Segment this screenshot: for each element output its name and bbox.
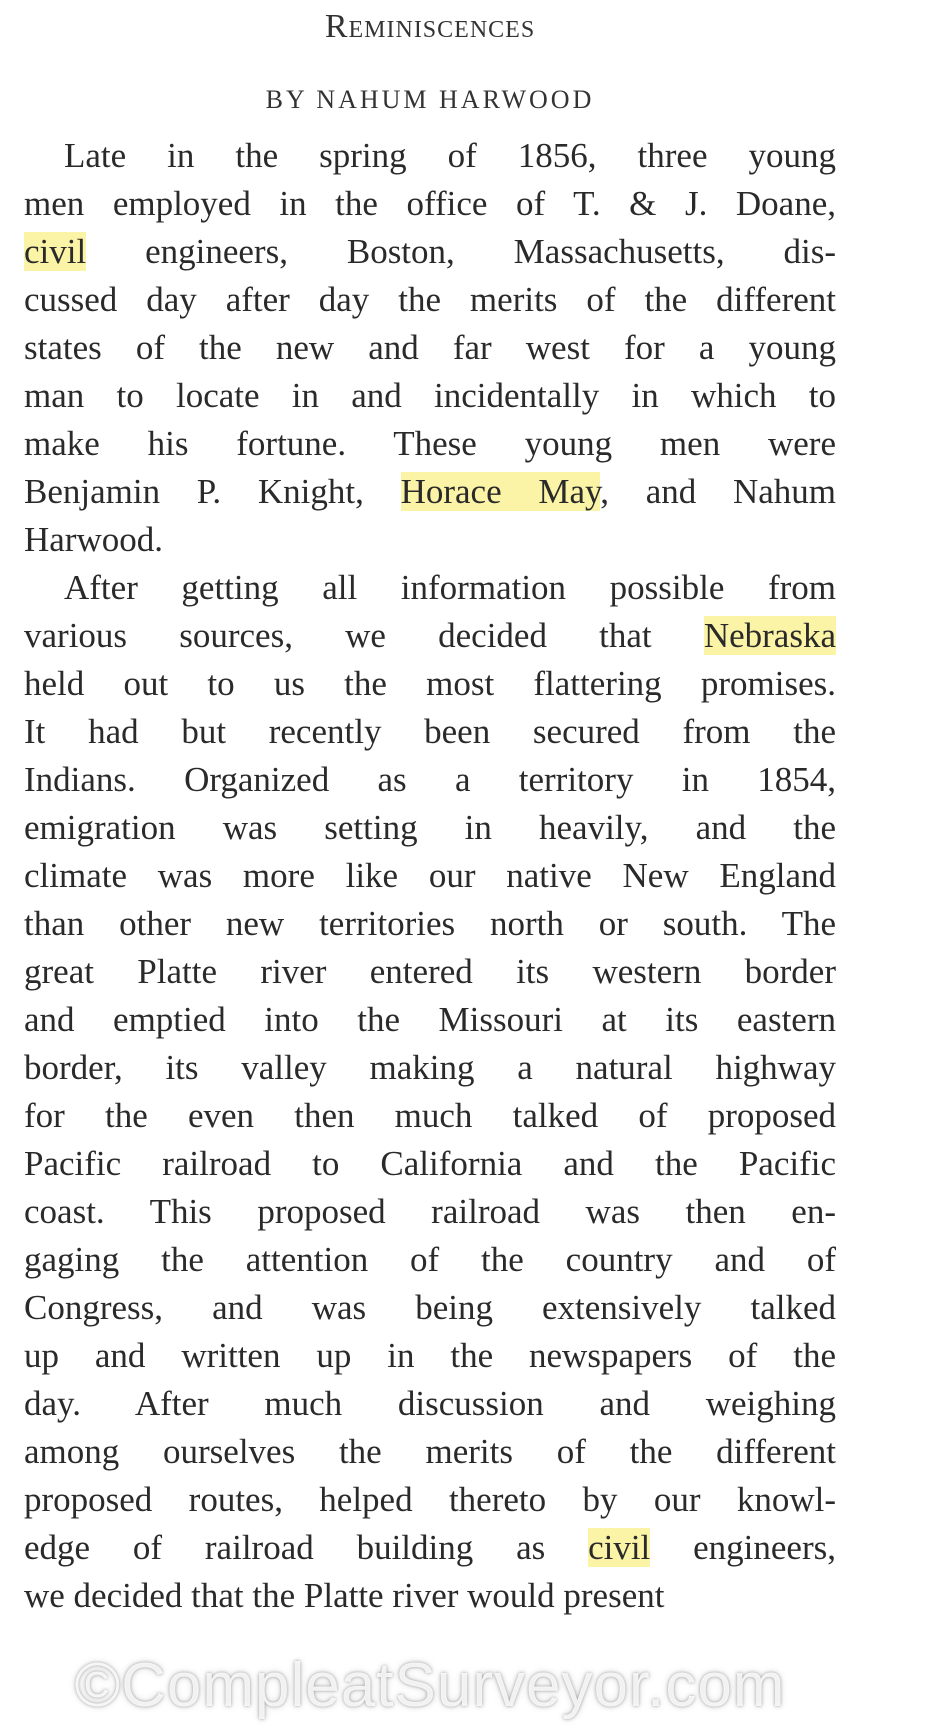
text-line: and emptied into the Missouri at its eastern [24,1000,836,1039]
text-line: for the even then much talked of proposed [24,1096,836,1135]
text-line: It had but recently been secured from the [24,712,836,751]
text-line: Benjamin P. Knight, Horace May, and Nahum [24,472,837,511]
text-line: Late in the spring of 1856, three young [64,136,836,175]
text-line: gaging the attention of the country and of [24,1240,836,1279]
page-title: Reminiscences [324,8,536,45]
highlighted-term: Horace May [400,472,601,511]
text-line: various sources, we decided that Nebraska [24,616,836,655]
text-line: states of the new and far west for a young [24,328,836,367]
watermark: ©CompleatSurveyor.com [74,1651,786,1720]
text-line: great Platte river entered its western border [24,952,836,991]
highlighted-term: civil [588,1528,651,1567]
text-line: edge of railroad building as civil engineers, [24,1528,836,1567]
author-byline: BY NAHUM HARWOOD [265,85,595,114]
text-line: up and written up in the newspapers of the [24,1336,836,1375]
text-line: Indians. Organized as a territory in 1854, [24,760,836,799]
text-line: proposed routes, helped thereto by our knowl- [24,1480,836,1519]
text-line: we decided that the Platte river would present [24,1576,665,1615]
text-line: Pacific railroad to California and the Pacific [24,1144,836,1183]
body-text [24,132,836,1620]
text-line: After getting all information possible from [64,568,836,607]
text-line: among ourselves the merits of the different [24,1432,836,1471]
highlighted-term: Nebraska [703,616,836,655]
text-line: man to locate in and incidentally in which to [24,376,836,415]
text-line: coast. This proposed railroad was then en- [24,1192,836,1231]
text-line: emigration was setting in heavily, and the [24,808,836,847]
text-line: held out to us the most flattering promises. [24,664,836,703]
text-line: than other new territories north or south. The [24,904,836,943]
text-line: make his fortune. These young men were [24,424,836,463]
text-line: climate was more like our native New England [24,856,836,895]
text-line: Harwood. [24,520,163,559]
text-line: Congress, and was being extensively talked [24,1288,836,1327]
text-line: men employed in the office of T. & J. Doane, [24,184,836,223]
text-line: day. After much discussion and weighing [24,1384,836,1423]
text-line: border, its valley making a natural highway [24,1048,836,1087]
highlighted-term: civil [24,232,87,271]
text-line: cussed day after day the merits of the different [24,280,836,319]
text-line: civil engineers, Boston, Massachusetts, dis- [24,232,836,271]
